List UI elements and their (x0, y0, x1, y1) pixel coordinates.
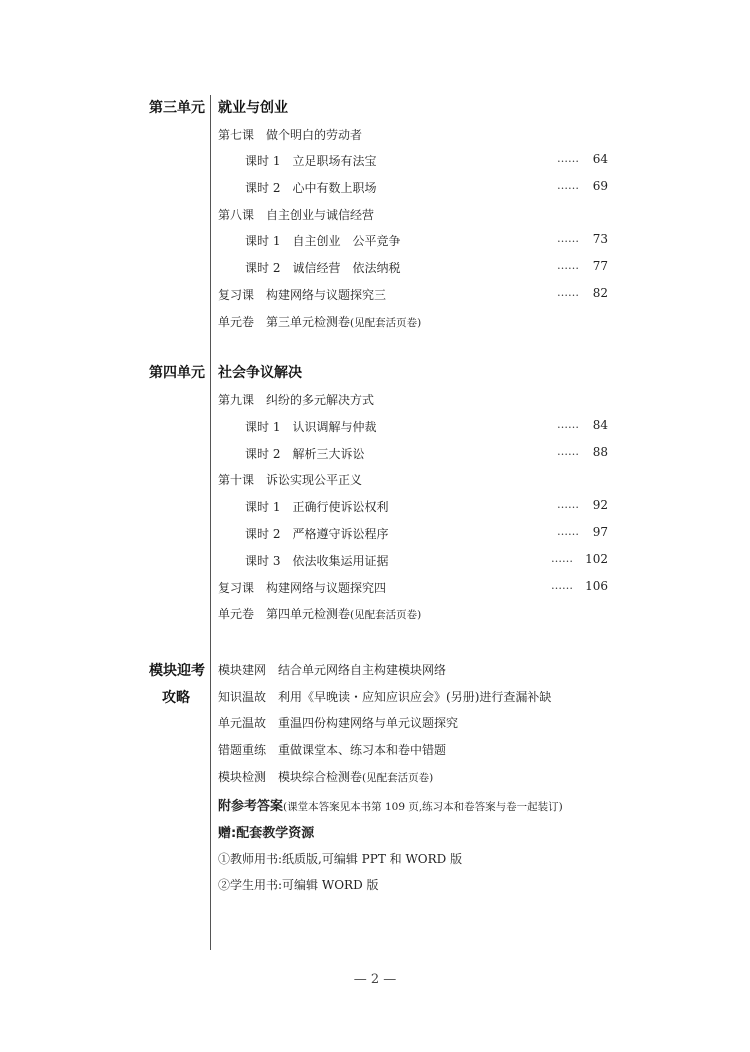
lesson10-row (218, 471, 362, 488)
review-label: 复习课 (218, 581, 255, 595)
lesson9-label: 第九课 (218, 393, 255, 407)
gift-title: 赠:配套教学资源 (218, 826, 315, 841)
exam-note: (见配套活页卷) (350, 609, 422, 621)
session-title: 严格遵守诉讼程序 (292, 527, 389, 541)
review-label: 复习课 (218, 288, 255, 302)
vertical-divider (210, 95, 211, 950)
page-number: 73 (592, 232, 608, 246)
toc-entry (218, 579, 386, 596)
module-item-note: (见配套活页卷) (362, 772, 434, 784)
session-label: 课时 3 (245, 554, 281, 568)
unit4-label: 第四单元 (149, 365, 205, 381)
toc-entry (218, 313, 421, 330)
toc-entry (245, 152, 376, 169)
lesson7-row (218, 126, 362, 143)
session-label: 课时 2 (245, 181, 281, 195)
module-item-text: 利用《早晚读・应知应识应会》(另册)进行查漏补缺 (278, 690, 552, 704)
page-number: 82 (592, 286, 608, 300)
page-footer: — 2 — (353, 972, 397, 987)
session-label: 课时 2 (245, 527, 281, 541)
exam-label: 单元卷 (218, 315, 255, 329)
toc-entry (245, 498, 388, 515)
module-item (218, 768, 433, 785)
lesson7-label: 第七课 (218, 128, 255, 142)
session-title: 依法收集运用证据 (292, 554, 389, 568)
page-number: 97 (592, 525, 608, 539)
module-label-line2: 攻略 (162, 690, 190, 706)
leader-dots: …… (557, 286, 579, 299)
toc-entry (245, 552, 388, 569)
page-number: 92 (592, 498, 608, 512)
gift-item-student: ②学生用书:可编辑 WORD 版 (218, 878, 379, 892)
session-label: 课时 1 (245, 154, 281, 168)
lesson8-row (218, 206, 374, 223)
leader-dots: …… (557, 418, 579, 431)
toc-entry (245, 445, 364, 462)
module-item (218, 688, 551, 705)
module-item-label: 错题重练 (218, 743, 267, 757)
module-item-text: 结合单元网络自主构建模块网络 (278, 663, 447, 677)
session-title: 认识调解与仲裁 (292, 420, 377, 434)
toc-entry (245, 418, 376, 435)
session-title: 解析三大诉讼 (292, 447, 365, 461)
page-number: 106 (585, 579, 608, 593)
leader-dots: …… (557, 525, 579, 538)
session-label: 课时 1 (245, 500, 281, 514)
module-item (218, 714, 458, 731)
module-item (218, 741, 446, 758)
session-title: 正确行使诉讼权利 (292, 500, 389, 514)
leader-dots: …… (551, 552, 573, 565)
lesson8-title: 自主创业与诚信经营 (266, 208, 375, 222)
toc-entry (218, 286, 386, 303)
session-label: 课时 1 (245, 420, 281, 434)
module-item-label: 模块检测 (218, 770, 267, 784)
leader-dots: …… (557, 498, 579, 511)
gift-item-teacher: ①教师用书:纸质版,可编辑 PPT 和 WORD 版 (218, 852, 463, 866)
exam-note: (见配套活页卷) (350, 317, 422, 329)
exam-label: 单元卷 (218, 607, 255, 621)
module-label-line1: 模块迎考 (149, 663, 205, 679)
appendix-title: 参考答案 (231, 799, 284, 814)
lesson10-label: 第十课 (218, 473, 255, 487)
module-item-label: 知识温故 (218, 690, 267, 704)
page-number: 84 (592, 418, 608, 432)
review-title: 构建网络与议题探究三 (266, 288, 387, 302)
leader-dots: …… (557, 259, 579, 272)
session-title: 心中有数上职场 (292, 181, 377, 195)
session-label: 课时 2 (245, 447, 281, 461)
unit3-label: 第三单元 (149, 100, 205, 116)
toc-entry (245, 232, 400, 249)
leader-dots: …… (551, 579, 573, 592)
appendix-note: (课堂本答案见本书第 109 页,练习本和卷答案与卷一起装订) (283, 801, 563, 813)
page-number: 88 (592, 445, 608, 459)
unit3-title: 就业与创业 (218, 100, 288, 116)
session-title: 自主创业 公平竞争 (292, 234, 401, 248)
module-item-label: 模块建网 (218, 663, 267, 677)
lesson9-title: 纠纷的多元解决方式 (266, 393, 375, 407)
lesson10-title: 诉讼实现公平正义 (266, 473, 363, 487)
session-title: 立足职场有法宝 (292, 154, 377, 168)
session-title: 诚信经营 依法纳税 (292, 261, 401, 275)
module-item (218, 661, 446, 678)
toc-entry (218, 605, 421, 622)
module-item-label: 单元温故 (218, 716, 267, 730)
leader-dots: …… (557, 152, 579, 165)
appendix-row (218, 795, 563, 814)
leader-dots: …… (557, 179, 579, 192)
page-number: 77 (592, 259, 608, 273)
session-label: 课时 2 (245, 261, 281, 275)
session-label: 课时 1 (245, 234, 281, 248)
toc-entry (245, 179, 376, 196)
exam-title: 第三单元检测卷 (266, 315, 351, 329)
module-item-text: 重做课堂本、练习本和卷中错题 (278, 743, 447, 757)
toc-entry (245, 525, 388, 542)
module-item-text: 模块综合检测卷 (278, 770, 363, 784)
review-title: 构建网络与议题探究四 (266, 581, 387, 595)
page-number: 102 (585, 552, 608, 566)
page-number: 64 (592, 152, 608, 166)
leader-dots: …… (557, 232, 579, 245)
appendix-label: 附 (218, 799, 232, 814)
leader-dots: …… (557, 445, 579, 458)
lesson7-title: 做个明白的劳动者 (266, 128, 363, 142)
module-item-text: 重温四份构建网络与单元议题探究 (278, 716, 459, 730)
toc-entry (245, 259, 400, 276)
lesson9-row (218, 391, 374, 408)
unit4-title: 社会争议解决 (218, 365, 302, 381)
lesson8-label: 第八课 (218, 208, 255, 222)
page-number: 69 (592, 179, 608, 193)
exam-title: 第四单元检测卷 (266, 607, 351, 621)
